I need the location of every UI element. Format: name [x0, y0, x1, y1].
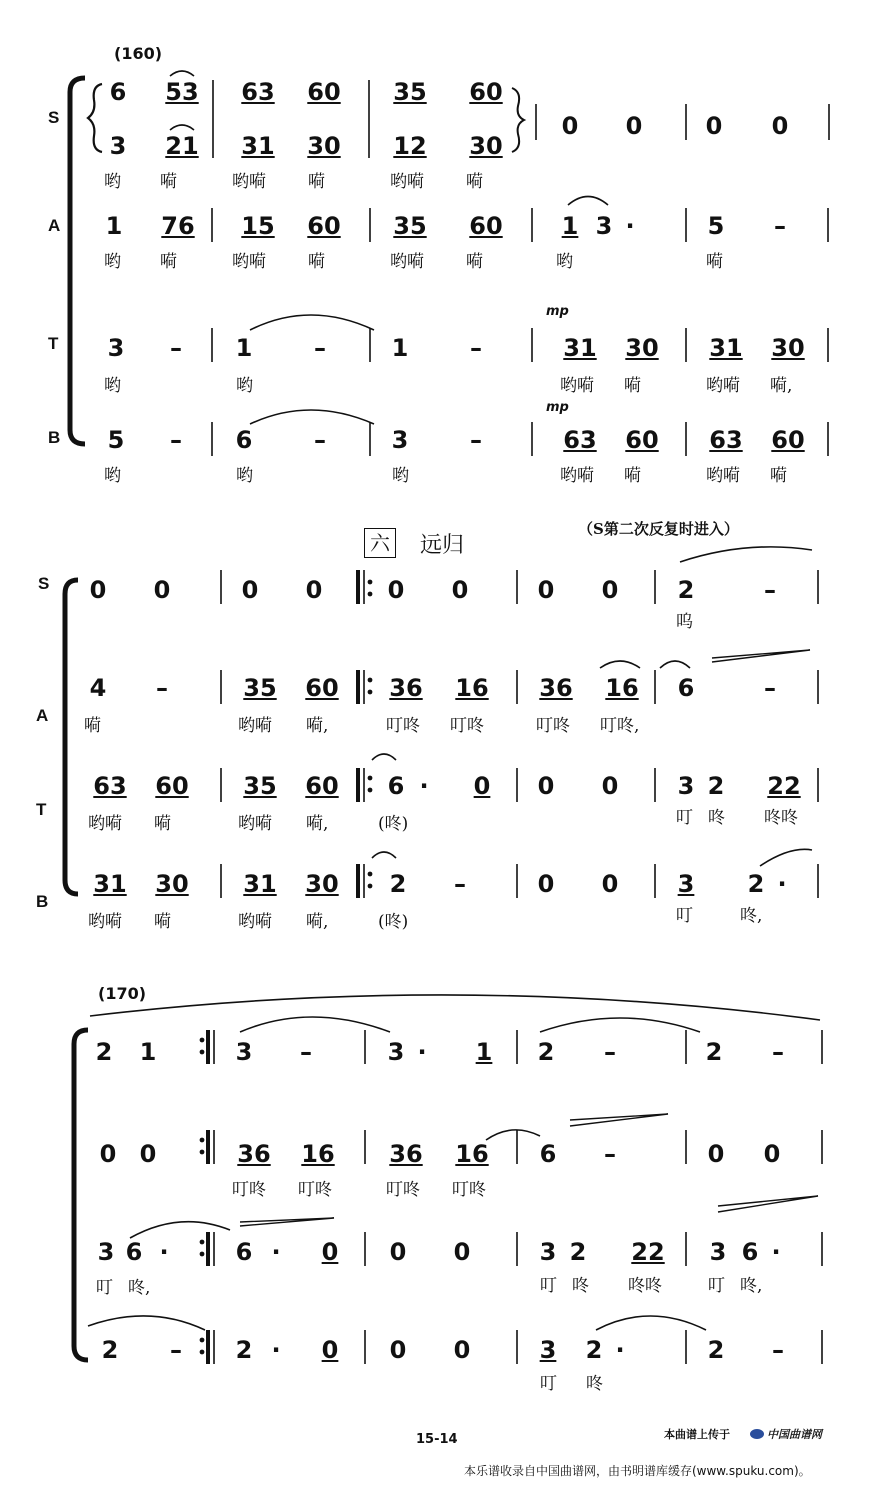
note: 0 — [707, 1140, 725, 1168]
note: 0 — [453, 1238, 471, 1266]
note: · — [419, 772, 429, 800]
lyric: 哟嗬 — [88, 912, 122, 932]
voice-label-s: S — [38, 574, 50, 593]
note: 3 — [677, 870, 695, 898]
voice-label-s: S — [48, 108, 60, 127]
note: · — [271, 1238, 281, 1266]
lyric: 呜 — [676, 612, 693, 632]
note: 60 — [305, 674, 339, 702]
note: 16 — [455, 1140, 489, 1168]
note: 63 — [709, 426, 743, 454]
note: 0 — [387, 576, 405, 604]
lyric: 哟 — [104, 172, 121, 192]
note: · — [625, 212, 635, 240]
note: 0 — [453, 1336, 471, 1364]
note: 0 — [451, 576, 469, 604]
lyric: 嗬 — [466, 252, 483, 272]
note: 31 — [563, 334, 597, 362]
lyric: 叮咚 — [232, 1180, 266, 1200]
lyric: 叮咚 — [452, 1180, 486, 1200]
lyric: 嗬 — [160, 252, 177, 272]
lyric: 叮 — [676, 808, 693, 828]
note: – — [314, 334, 326, 362]
lyric: 叮咚 — [536, 716, 570, 736]
note: 53 — [165, 78, 199, 106]
note: 3 — [595, 212, 613, 240]
lyric: 叮咚 — [386, 1180, 420, 1200]
note: 12 — [393, 132, 427, 160]
note: 31 — [93, 870, 127, 898]
note: 6 — [125, 1238, 143, 1266]
note: · — [615, 1336, 625, 1364]
note: – — [764, 674, 776, 702]
note: 1 — [475, 1038, 493, 1066]
note: 0 — [99, 1140, 117, 1168]
lyric: 叮 — [540, 1374, 557, 1394]
note: – — [772, 1336, 784, 1364]
lyric: 哟嗬 — [232, 252, 266, 272]
note: – — [170, 426, 182, 454]
note: 3 — [539, 1336, 557, 1364]
note: 30 — [307, 132, 341, 160]
note: 6 — [539, 1140, 557, 1168]
site-logo-text: 中国曲谱网 — [767, 1428, 822, 1441]
note: 60 — [307, 78, 341, 106]
lyric: 嗬, — [306, 814, 329, 834]
voice-label-a: A — [48, 216, 61, 235]
note: 2 — [537, 1038, 555, 1066]
lyric: 嗬 — [770, 466, 787, 486]
note: 30 — [155, 870, 189, 898]
lyric: 哟嗬 — [390, 252, 424, 272]
note: 2 — [705, 1038, 723, 1066]
section-note: （S第二次反复时进入） — [578, 520, 739, 538]
lyric: 叮 — [708, 1276, 725, 1296]
note: 0 — [321, 1336, 339, 1364]
note: · — [271, 1336, 281, 1364]
lyric: 哟嗬 — [706, 376, 740, 396]
note: 31 — [241, 132, 275, 160]
note: 0 — [537, 870, 555, 898]
lyric: 哟嗬 — [88, 814, 122, 834]
note: 16 — [605, 674, 639, 702]
note: 5 — [707, 212, 725, 240]
note: 21 — [165, 132, 199, 160]
note: 30 — [469, 132, 503, 160]
note: · — [159, 1238, 169, 1266]
lyric: 哟嗬 — [238, 716, 272, 736]
note: 60 — [155, 772, 189, 800]
note: 0 — [321, 1238, 339, 1266]
note: 6 — [235, 426, 253, 454]
note: 6 — [109, 78, 127, 106]
note: 22 — [767, 772, 801, 800]
note: 5 — [107, 426, 125, 454]
note: – — [604, 1038, 616, 1066]
note: 2 — [569, 1238, 587, 1266]
note: 2 — [101, 1336, 119, 1364]
note: – — [774, 212, 786, 240]
note: 2 — [389, 870, 407, 898]
note: · — [771, 1238, 781, 1266]
note: 60 — [771, 426, 805, 454]
note: 6 — [387, 772, 405, 800]
note: 0 — [537, 576, 555, 604]
note: 3 — [677, 772, 695, 800]
lyric: 咚, — [128, 1278, 151, 1298]
note: 63 — [563, 426, 597, 454]
note: 2 — [677, 576, 695, 604]
note: 0 — [625, 112, 643, 140]
page-number: 15-14 — [416, 1432, 458, 1447]
note: – — [170, 334, 182, 362]
lyric: 哟 — [104, 252, 121, 272]
lyric: 嗬 — [624, 466, 641, 486]
note: 60 — [625, 426, 659, 454]
upload-text: 本曲谱上传于 — [664, 1428, 730, 1441]
note: 16 — [455, 674, 489, 702]
note: 1 — [561, 212, 579, 240]
note: 0 — [601, 870, 619, 898]
lyric: 嗬 — [624, 376, 641, 396]
lyric: 叮咚 — [386, 716, 420, 736]
lyric: 叮 — [540, 1276, 557, 1296]
lyric: 哟嗬 — [706, 466, 740, 486]
lyric: 叮咚 — [298, 1180, 332, 1200]
lyric: 咚咚 — [628, 1276, 662, 1296]
voice-label-t: T — [36, 800, 47, 819]
note: 0 — [473, 772, 491, 800]
note: 1 — [139, 1038, 157, 1066]
note: 36 — [389, 1140, 423, 1168]
note: · — [777, 870, 787, 898]
lyric: 嗬 — [154, 814, 171, 834]
note: 60 — [469, 78, 503, 106]
note: 2 — [585, 1336, 603, 1364]
lyric: 嗬, — [306, 716, 329, 736]
note: 35 — [393, 212, 427, 240]
note: 31 — [243, 870, 277, 898]
lyric: 嗬 — [154, 912, 171, 932]
note: 2 — [95, 1038, 113, 1066]
note: 60 — [469, 212, 503, 240]
note: 0 — [89, 576, 107, 604]
note: 6 — [677, 674, 695, 702]
lyric: 哟 — [104, 466, 121, 486]
note: 2 — [707, 1336, 725, 1364]
note: 0 — [771, 112, 789, 140]
note: – — [156, 674, 168, 702]
note: – — [170, 1336, 182, 1364]
note: 3 — [235, 1038, 253, 1066]
note: 16 — [301, 1140, 335, 1168]
note: 2 — [235, 1336, 253, 1364]
note: 60 — [305, 772, 339, 800]
lyric: 哟嗬 — [390, 172, 424, 192]
note: 36 — [389, 674, 423, 702]
lyric: 哟嗬 — [232, 172, 266, 192]
note: 30 — [625, 334, 659, 362]
voice-label-a: A — [36, 706, 49, 725]
measure-number: (160) — [114, 44, 163, 63]
note: – — [314, 426, 326, 454]
note: 1 — [391, 334, 409, 362]
voice-label-b: B — [36, 892, 49, 911]
lyric: 叮 — [676, 906, 693, 926]
note: – — [454, 870, 466, 898]
note: 22 — [631, 1238, 665, 1266]
logo-icon — [750, 1429, 764, 1439]
note: 6 — [235, 1238, 253, 1266]
note: 3 — [709, 1238, 727, 1266]
note: 3 — [109, 132, 127, 160]
note: 30 — [771, 334, 805, 362]
note: · — [417, 1038, 427, 1066]
lyric: 叮 — [96, 1278, 113, 1298]
note: 30 — [305, 870, 339, 898]
note: – — [300, 1038, 312, 1066]
lyric: 哟嗬 — [560, 376, 594, 396]
lyric: 哟 — [236, 466, 253, 486]
note: 35 — [393, 78, 427, 106]
section-title: 远归 — [420, 533, 465, 558]
note: 36 — [539, 674, 573, 702]
note: 3 — [391, 426, 409, 454]
note: 0 — [601, 772, 619, 800]
note: 36 — [237, 1140, 271, 1168]
note: 2 — [707, 772, 725, 800]
note: 3 — [387, 1038, 405, 1066]
note: 3 — [539, 1238, 557, 1266]
lyric: 叮咚, — [600, 716, 640, 736]
lyric: 哟 — [392, 466, 409, 486]
site-logo[interactable] — [750, 1426, 822, 1442]
lyric: 嗬 — [706, 252, 723, 272]
lyric: 哟嗬 — [238, 912, 272, 932]
note: – — [470, 426, 482, 454]
note: 0 — [601, 576, 619, 604]
note: 6 — [741, 1238, 759, 1266]
note: 31 — [709, 334, 743, 362]
voice-label-t: T — [48, 334, 59, 353]
lyric: 哟 — [236, 376, 253, 396]
lyric: 咚 — [586, 1374, 603, 1394]
lyric: 嗬, — [306, 912, 329, 932]
note: 0 — [561, 112, 579, 140]
note: 63 — [241, 78, 275, 106]
lyric: 嗬, — [770, 376, 793, 396]
note: – — [604, 1140, 616, 1168]
note: 15 — [241, 212, 275, 240]
section-number-box: 六 — [364, 528, 396, 558]
note: 0 — [537, 772, 555, 800]
lyric: 嗬 — [84, 716, 101, 736]
note: 1 — [105, 212, 123, 240]
note: 2 — [747, 870, 765, 898]
note: 3 — [107, 334, 125, 362]
lyric: 哟嗬 — [560, 466, 594, 486]
note: 0 — [305, 576, 323, 604]
note: 0 — [241, 576, 259, 604]
note: 0 — [763, 1140, 781, 1168]
note: 0 — [153, 576, 171, 604]
lyric: 哟 — [104, 376, 121, 396]
note: – — [470, 334, 482, 362]
lyric: (咚) — [378, 912, 409, 932]
dynamic-mp: mp — [546, 304, 569, 319]
lyric: 咚 — [572, 1276, 589, 1296]
note: 63 — [93, 772, 127, 800]
voice-label-b: B — [48, 428, 61, 447]
lyric: 咚 — [708, 808, 725, 828]
note: 0 — [389, 1336, 407, 1364]
lyric: 嗬 — [308, 252, 325, 272]
note: 35 — [243, 674, 277, 702]
lyric: 嗬 — [466, 172, 483, 192]
note: 0 — [389, 1238, 407, 1266]
lyric: 咚咚 — [764, 808, 798, 828]
dynamic-mp: mp — [546, 400, 569, 415]
measure-number: (170) — [98, 984, 147, 1003]
note: – — [772, 1038, 784, 1066]
note: 4 — [89, 674, 107, 702]
lyric: 咚, — [740, 1276, 763, 1296]
lyric: 嗬 — [308, 172, 325, 192]
source-line: 本乐谱收录自中国曲谱网，由书明谱库缓存(www.spuku.com)。 — [464, 1464, 811, 1478]
note: 1 — [235, 334, 253, 362]
note: 0 — [705, 112, 723, 140]
note: 76 — [161, 212, 195, 240]
lyric: 咚, — [740, 906, 763, 926]
note: 0 — [139, 1140, 157, 1168]
lyric: 哟嗬 — [238, 814, 272, 834]
lyric: 哟 — [556, 252, 573, 272]
lyric: 嗬 — [160, 172, 177, 192]
note: 60 — [307, 212, 341, 240]
note: 3 — [97, 1238, 115, 1266]
note: – — [764, 576, 776, 604]
note: 35 — [243, 772, 277, 800]
lyric: 叮咚 — [450, 716, 484, 736]
lyric: (咚) — [378, 814, 409, 834]
